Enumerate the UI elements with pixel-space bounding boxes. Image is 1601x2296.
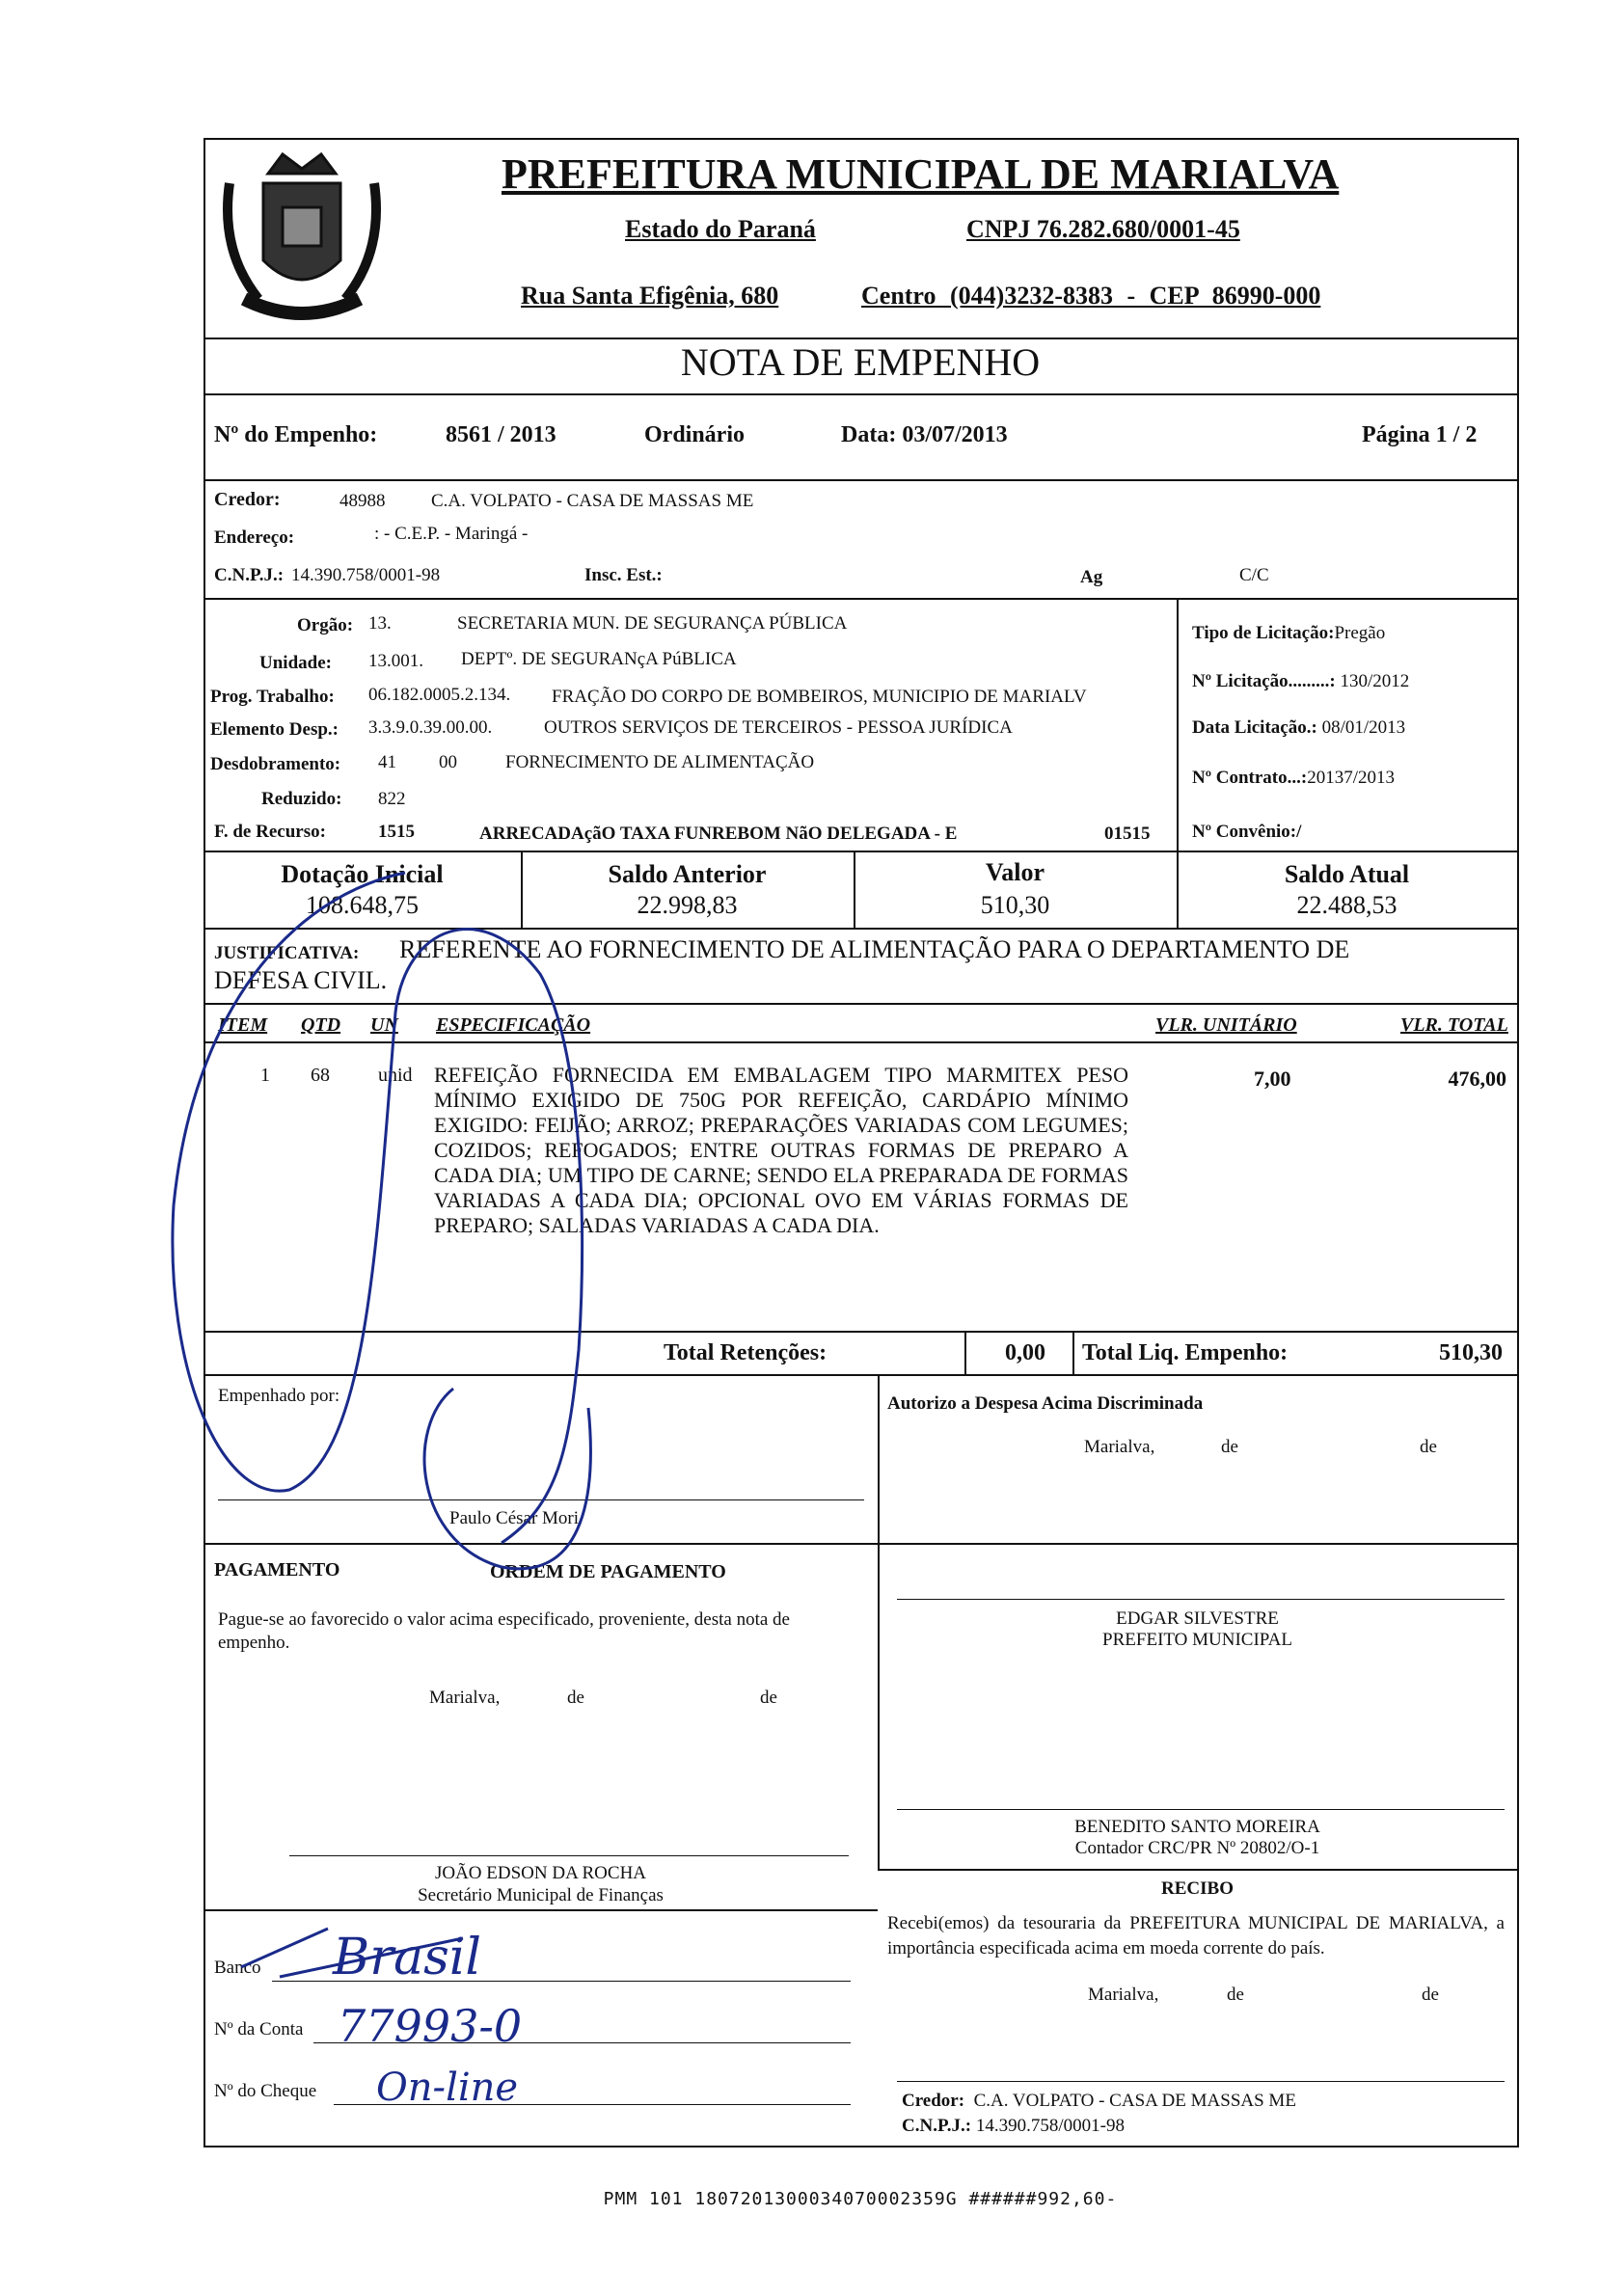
numero-licitacao-label: Nº Licitação.........: xyxy=(1192,671,1336,691)
col-header-item: ITEM xyxy=(218,1014,268,1036)
empenho-number: 8561 / 2013 xyxy=(446,422,556,447)
empenhado-name: Paulo César Mori xyxy=(449,1508,580,1528)
saldo-atual-label: Saldo Atual xyxy=(1284,860,1410,888)
tipo-licitacao: Pregão xyxy=(1334,623,1386,643)
pagamento-label: PAGAMENTO xyxy=(214,1559,340,1580)
insc-est-label: Insc. Est.: xyxy=(584,565,663,585)
state-name: Estado do Paraná xyxy=(625,215,816,243)
col-header-un: UN xyxy=(370,1014,398,1036)
coat-of-arms-logo xyxy=(210,145,393,338)
prog-label: Prog. Trabalho: xyxy=(210,687,335,707)
secretario-title: Secretário Municipal de Finanças xyxy=(418,1885,664,1905)
credor-label: Credor: xyxy=(214,489,281,510)
dotacao-value: 108.648,75 xyxy=(306,891,419,919)
valor-value: 510,30 xyxy=(980,891,1050,919)
autorizo-de-2: de xyxy=(1420,1437,1437,1457)
col-header-qtd: QTD xyxy=(301,1014,341,1036)
recurso-name: ARRECADAçãO TAXA FUNREBOM NãO DELEGADA - E xyxy=(479,824,958,844)
credor-name: C.A. VOLPATO - CASA DE MASSAS ME xyxy=(431,491,754,511)
orgao-label: Orgão: xyxy=(297,615,354,635)
reduzido-code: 822 xyxy=(378,789,406,809)
credor-address: : - C.E.P. - Maringá - xyxy=(374,524,529,544)
desdob-label: Desdobramento: xyxy=(210,754,341,774)
total-liquido-label: Total Liq. Empenho: xyxy=(1082,1340,1289,1365)
col-header-unit-price: VLR. UNITÁRIO xyxy=(1155,1014,1297,1036)
address-label: Endereço: xyxy=(214,527,295,548)
item-qtd: 68 xyxy=(311,1065,330,1086)
contrato-label: Nº Contrato...: xyxy=(1192,768,1308,788)
ordem-pagamento-label: ORDEM DE PAGAMENTO xyxy=(490,1561,726,1582)
recibo-cnpj: 14.390.758/0001-98 xyxy=(975,2116,1125,2136)
unidade-code: 13.001. xyxy=(368,651,423,671)
prefeito-name: EDGAR SILVESTRE xyxy=(1116,1608,1279,1629)
recibo-credor-name: C.A. VOLPATO - CASA DE MASSAS ME xyxy=(973,2091,1296,2111)
institution-title: PREFEITURA MUNICIPAL DE MARIALVA xyxy=(502,150,1340,198)
orgao-code: 13. xyxy=(368,613,392,634)
empenho-type: Ordinário xyxy=(644,422,746,447)
saldo-anterior-label: Saldo Anterior xyxy=(608,860,767,888)
institution-street: Rua Santa Efigênia, 680 xyxy=(521,282,779,310)
item-unit: unid xyxy=(378,1065,413,1086)
pagamento-de-2: de xyxy=(760,1688,777,1708)
tipo-licitacao-label: Tipo de Licitação: xyxy=(1192,623,1335,643)
prefeito-title: PREFEITO MUNICIPAL xyxy=(1102,1630,1292,1650)
recurso-label: F. de Recurso: xyxy=(214,822,326,842)
secretario-name: JOÃO EDSON DA ROCHA xyxy=(434,1863,647,1883)
retencoes-label: Total Retenções: xyxy=(664,1340,828,1365)
data-licitacao: 08/01/2013 xyxy=(1321,717,1406,738)
item-total: 476,00 xyxy=(1448,1067,1506,1091)
unidade-label: Unidade: xyxy=(259,653,332,673)
credor-code: 48988 xyxy=(339,491,386,511)
recibo-place: Marialva, xyxy=(1088,1985,1159,2005)
conta-label: Nº da Conta xyxy=(214,2019,304,2039)
valor-label: Valor xyxy=(985,858,1045,886)
item-number: 1 xyxy=(260,1065,270,1086)
recurso-number: 01515 xyxy=(1104,824,1151,844)
pagamento-de-1: de xyxy=(567,1688,584,1708)
desdob-sub: 00 xyxy=(439,752,457,772)
elemento-label: Elemento Desp.: xyxy=(210,719,339,740)
contador-name: BENEDITO SANTO MOREIRA xyxy=(1074,1817,1320,1837)
elemento-code: 3.3.9.0.39.00.00. xyxy=(368,717,493,738)
conta-handwritten: 77993-0 xyxy=(338,2000,523,2052)
col-header-spec: ESPECIFICAÇÃO xyxy=(436,1014,591,1036)
cheque-label: Nº do Cheque xyxy=(214,2081,317,2101)
banco-label: Banco xyxy=(214,1958,261,1978)
contrato-number: 20137/2013 xyxy=(1307,768,1395,788)
recibo-text: Recebi(emos) da tesouraria da PREFEITURA MUNICIPAL DE MARIALVA, a importância especificada acima em moeda corrente do país. xyxy=(887,1913,1505,1958)
pague-se-text: Pague-se ao favorecido o valor acima especificado, proveniente, desta nota de empenho. xyxy=(218,1609,790,1653)
cc-label: C/C xyxy=(1239,565,1269,585)
recibo-cnpj-label: C.N.P.J.: xyxy=(902,2116,972,2136)
elemento-name: OUTROS SERVIÇOS DE TERCEIROS - PESSOA JURÍDICA xyxy=(544,717,1013,738)
item-specification: REFEIÇÃO FORNECIDA EM EMBALAGEM TIPO MARMITEX PESO MÍNIMO EXIGIDO DE 750G POR REFEIÇÃO, CARDÁPIO MÍNIMO EXIGIDO: FEIJÃO; ARROZ; PREPARAÇÕES VARIADAS COM LEGUMES; COZIDOS; REFOGADOS; ENTRE OUTRAS FORMAS DE PREPARO A CADA DIA; UM TIPO DE CARNE; SENDO ELA PREPARADA DE FORMAS VARIADAS A CADA DIA; OPCIONAL OVO EM VÁRIAS FORMAS DE PREPARO; SALADAS VARIADAS A CADA DIA. xyxy=(434,1063,1128,1237)
desdob-name: FORNECIMENTO DE ALIMENTAÇÃO xyxy=(505,752,815,772)
recibo-credor-label: Credor: xyxy=(902,2091,965,2111)
empenhado-label: Empenhado por: xyxy=(218,1386,340,1406)
col-header-total: VLR. TOTAL xyxy=(1400,1014,1508,1036)
total-liquido-value: 510,30 xyxy=(1439,1340,1503,1365)
cheque-handwritten: On-line xyxy=(376,2066,519,2110)
saldo-atual-value: 22.488,53 xyxy=(1296,891,1397,919)
prog-name: FRAÇÃO DO CORPO DE BOMBEIROS, MUNICIPIO DE MARIALV xyxy=(552,687,1087,707)
footer-barcode-text: PMM 101 1807201300034070002359G ######992,60- xyxy=(603,2189,1118,2209)
autorizo-de-1: de xyxy=(1221,1437,1238,1457)
document-title: NOTA DE EMPENHO xyxy=(680,340,1041,384)
institution-cnpj: CNPJ 76.282.680/0001-45 xyxy=(966,215,1240,243)
recibo-de-2: de xyxy=(1422,1985,1439,2005)
desdob-code: 41 xyxy=(378,752,396,772)
banco-handwritten: Brasil xyxy=(333,1929,482,1986)
numero-licitacao: 130/2012 xyxy=(1340,671,1410,691)
justificativa-text-line2: DEFESA CIVIL. xyxy=(214,966,388,994)
reduzido-label: Reduzido: xyxy=(261,789,342,809)
autorizo-place: Marialva, xyxy=(1084,1437,1155,1457)
autorizo-text: Autorizo a Despesa Acima Discriminada xyxy=(887,1393,1204,1414)
saldo-anterior-value: 22.998,83 xyxy=(637,891,738,919)
justificativa-label: JUSTIFICATIVA: xyxy=(214,943,360,963)
empenho-number-label: Nº do Empenho: xyxy=(214,422,378,447)
contador-title: Contador CRC/PR Nº 20802/O-1 xyxy=(1074,1838,1320,1858)
page-number: Página 1 / 2 xyxy=(1362,422,1478,447)
justificativa-text-line1: REFERENTE AO FORNECIMENTO DE ALIMENTAÇÃO PARA O DEPARTAMENTO DE xyxy=(399,935,1350,963)
recurso-code: 1515 xyxy=(378,822,415,842)
prog-code: 06.182.0005.2.134. xyxy=(368,685,511,705)
ag-label: Ag xyxy=(1080,567,1103,587)
empenho-date: Data: 03/07/2013 xyxy=(841,422,1008,447)
unidade-name: DEPTº. DE SEGURANçA PúBLICA xyxy=(461,649,737,669)
credor-cnpj: 14.390.758/0001-98 xyxy=(291,565,441,585)
recibo-label: RECIBO xyxy=(1161,1878,1234,1899)
convenio-label: Nº Convênio:/ xyxy=(1192,822,1302,842)
pagamento-place: Marialva, xyxy=(429,1688,501,1708)
dotacao-label: Dotação Inicial xyxy=(281,860,444,888)
data-licitacao-label: Data Licitação.: xyxy=(1192,717,1317,738)
orgao-name: SECRETARIA MUN. DE SEGURANÇA PÚBLICA xyxy=(457,613,848,634)
item-unit-price: 7,00 xyxy=(1254,1067,1291,1091)
retencoes-value: 0,00 xyxy=(1005,1340,1045,1365)
recibo-de-1: de xyxy=(1227,1985,1244,2005)
institution-address: Centro (044)3232-8383 - CEP 86990-000 xyxy=(861,282,1321,310)
credor-cnpj-label: C.N.P.J.: xyxy=(214,565,285,585)
